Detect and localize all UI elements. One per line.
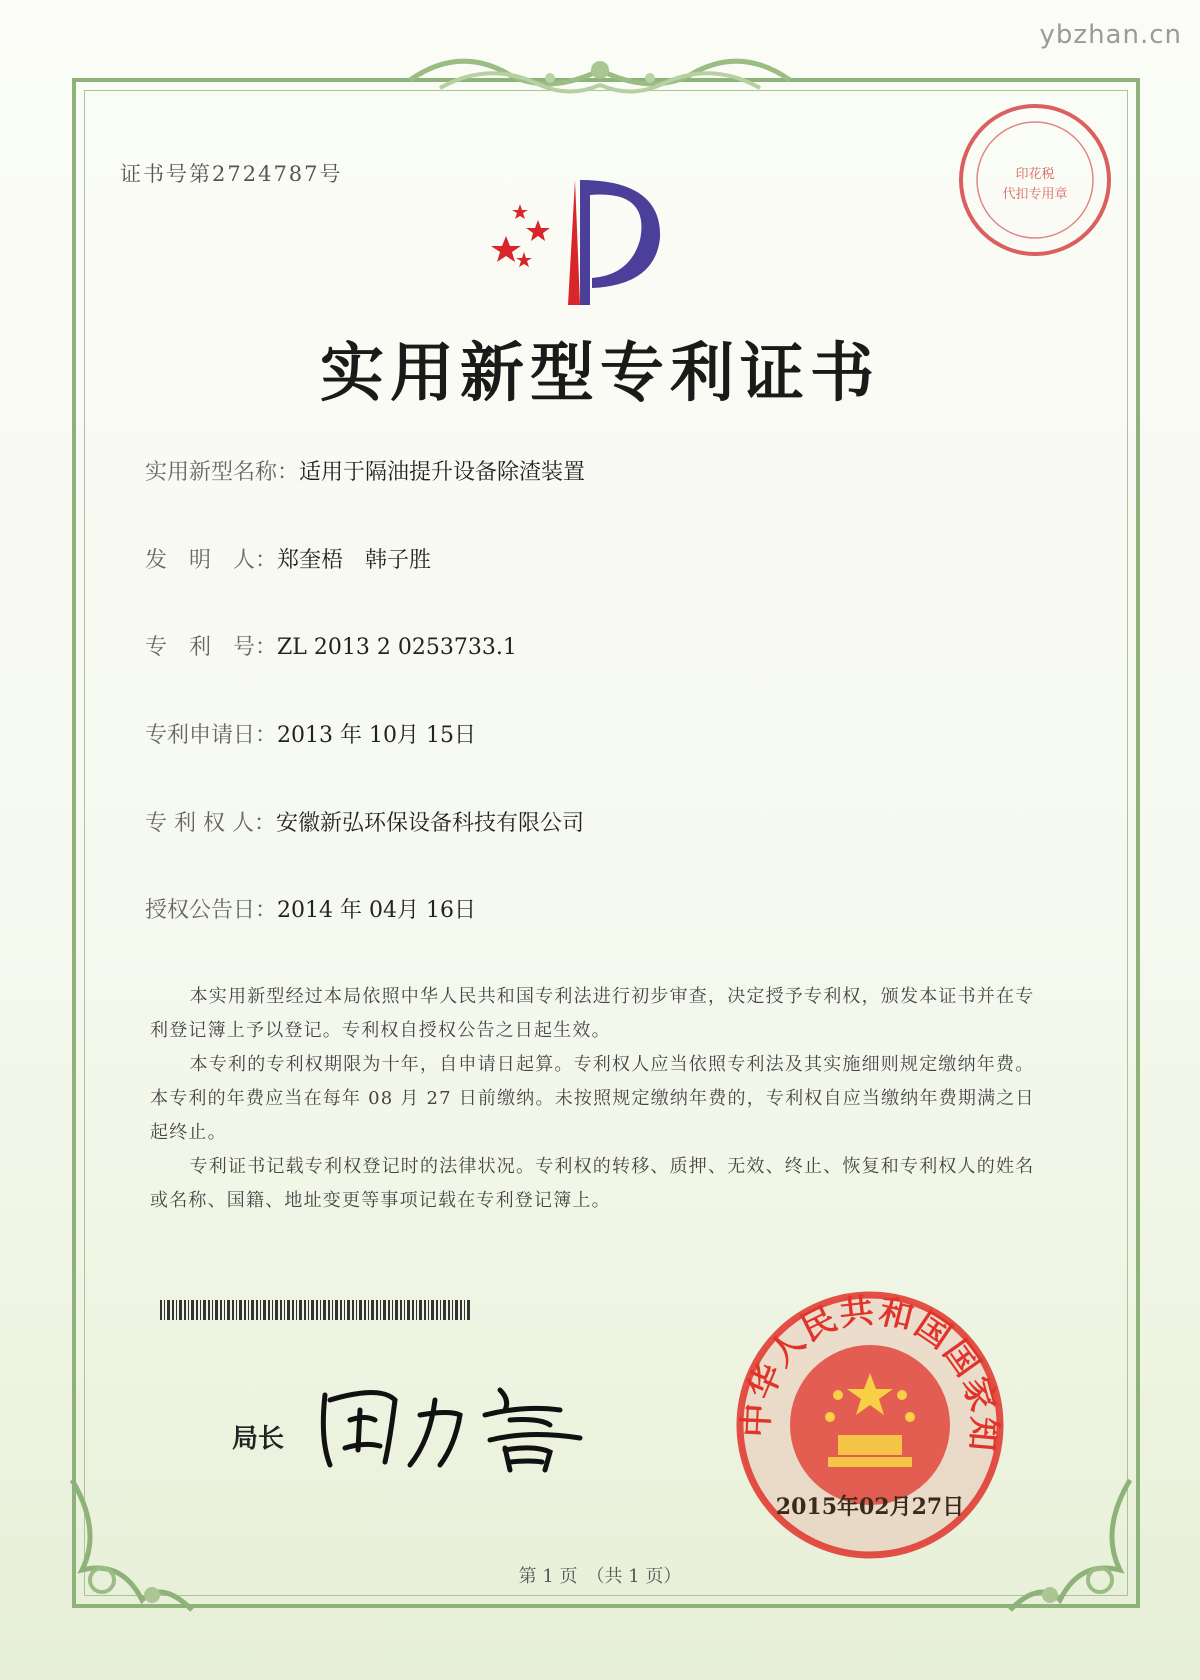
field-value: 2013 年 10月 15日 [277,723,476,748]
field-label: 专 利 权 人： [145,811,276,836]
bottom-right-ornament-icon [1000,1470,1140,1620]
agency-stamp-icon [955,100,1115,260]
certificate-number: 证书号第2724787号 [120,162,343,186]
agency-stamp-text-line2: 代扣专用章 [1002,187,1068,202]
field-label: 专利申请日： [145,723,278,748]
field-label: 发 明 人： [145,548,278,573]
barcode [160,1300,470,1320]
bottom-left-ornament-icon [62,1470,202,1620]
certificate-title: 实用新型专利证书 [320,337,880,411]
field-value: 安徽新弘环保设备科技有限公司 [275,811,584,836]
field-label: 专 利 号： [145,635,278,660]
patent-office-logo-icon [480,160,700,310]
field-value: ZL 2013 2 0253733.1 [277,635,517,660]
field-utility-model-name [145,455,585,486]
field-grant-date [145,893,476,924]
field-label: 授权公告日： [145,898,278,923]
national-ip-office-seal-icon [712,1254,1010,1565]
body-paragraph: 本实用新型经过本局依照中华人民共和国专利法进行初步审查，决定授予专利权，颁发本证书并在专利登记簿上予以登记。专利权自授权公告之日起生效。 [150,986,1035,1041]
field-patent-number [145,630,517,661]
page-footer: 第 1 页 （共 1 页） [518,1566,682,1587]
body-paragraph: 本专利的专利权期限为十年，自申请日起算。专利权人应当依照专利法及其实施细则规定缴纳年费。本专利的年费应当在每年 08 月 27 日前缴纳。未按照规定缴纳年费的，专利权自应当缴纳年费期满之日起终止。 [150,1054,1035,1143]
field-value: 适用于隔油提升设备除渣装置 [299,460,586,485]
agency-stamp-text-line1: 印花税 [1015,167,1055,182]
seal-ring-text: 中华人民共和国国家知识产权局 [712,1254,1005,1455]
field-application-date [145,718,476,749]
top-ornament-icon [400,40,800,110]
body-paragraph: 专利证书记载专利权登记时的法律状况。专利权的转移、质押、无效、终止、恢复和专利权人的姓名或名称、国籍、地址变更等事项记载在专利登记簿上。 [150,1156,1035,1211]
field-patentee [145,806,584,837]
seal-date: 2015年02月27日 [775,1494,965,1520]
field-value: 2014 年 04月 16日 [277,898,476,923]
watermark: ybzhan.cn [1039,20,1182,50]
director-label: 局长 [232,1424,285,1454]
field-inventor [145,543,431,574]
field-value: 郑奎梧 韩子胜 [277,548,432,573]
director-signature-icon [310,1370,610,1480]
certificate-body-text [150,980,1050,1218]
field-label: 实用新型名称： [145,460,300,485]
